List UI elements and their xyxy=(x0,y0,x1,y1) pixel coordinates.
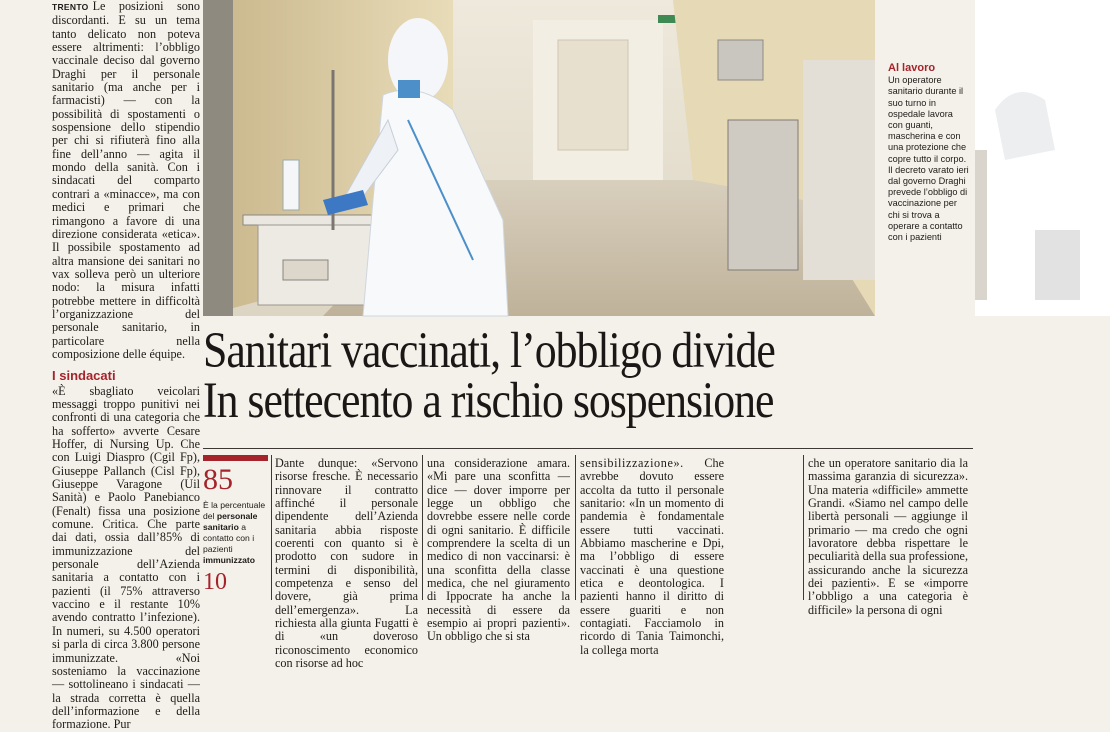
hospital-corridor-photo xyxy=(203,0,875,316)
lead-paragraph xyxy=(52,0,200,361)
dateline: TRENTO xyxy=(52,2,89,12)
stat-desc-bold: immunizzato xyxy=(203,555,256,565)
headline-line-2: In settecento a rischio sospensione xyxy=(203,373,774,429)
stat-desc-text: È la percentuale del xyxy=(203,500,266,521)
headline xyxy=(203,323,865,429)
headline-rule xyxy=(203,448,973,449)
column-rule xyxy=(271,455,272,600)
body-column-4-lead: sensibilizzazione». xyxy=(580,456,684,470)
body-column-3: una considerazione amara. «Mi pare una sconfitta — dice — dover imporre per legge un obbligo che dovrebbe essere nelle corde di ogni sanitario. È difficile comprendere la scelta di un medico di non vaccinarsi: è una sconfitta della classe medica, che nel giuramento di Ippocrate ha anche la necessità di essere da esempio ai propri pazienti». Un obbligo che si sta xyxy=(427,456,570,644)
body-column-2: Dante dunque: «Servono risorse fresche. È necessario rinnovare il contratto affinché il personale dipendente dell’Azienda sanitaria abbia risposte coerenti con quanto si è prodotto con sudore in termini di disponibilità, competenza e senso del dovere, già prima dell’emergenza». La richiesta alla giunta Fugatti è di «un doveroso riconoscimento economico con risorse ad hoc xyxy=(275,456,418,671)
body-column-5: che un operatore sanitario dia la massima garanzia di sicurezza». Una materia «difficile» ammette Grandi. «Siamo nel campo delle libertà personali — aggiunge il primario — ma credo che ogni lavoratore debba rispettare le peculiarità della sua professione, assicurando anche la sicurezza dei pazienti». E se «imporre l’obbligo a una categoria è difficile» la persona di ogni xyxy=(808,456,968,617)
stat-desc-bold: personale sanitario xyxy=(203,511,258,532)
stat-desc-text: a contatto con i pazienti xyxy=(203,522,255,554)
photo-illustration xyxy=(203,0,875,316)
lead-text-continued: «È sbagliato veicolari messaggi troppo punitivi nei confronti di una categoria che ha sofferto» avverte Cesare Hoffer, di Nursing Up. Che con Luigi Diaspro (Cgil Fp), Giuseppe Pallanch (Cisl Fp), Giuseppe Varagone (Uil Sanità) e Paolo Panebianco (Fenalt) fissa una posizione comune. Critica. Che parte dai dati, ossia dall’85% di immunizzazione del personale dell’Azienda sanitaria a contatto con i pazienti (il 75% attraverso vaccino e il restante 10% avendo contratto l’infezione). In numeri, su 4.500 operatori si parla di circa 3.800 persone immunizzate. «Noi sosteniamo la vaccinazione — sottolineano i sindacati — la strada corretta è quella dell’informazione e della formazione. Pur xyxy=(52,383,200,732)
caption-title: Al lavoro xyxy=(888,62,936,74)
stat-box xyxy=(203,455,268,594)
right-margin-photo-strip xyxy=(975,0,1110,316)
photo-caption xyxy=(888,63,970,243)
body-column-4-text: Che avrebbe dovuto essere accolta da tutto il personale sanitario: «In un momento di pandemia è fondamentale essere tutti vaccinati. Abbiamo mascherine e Dpi, ma l’obbligo di essere vaccinati è una questione etica e deontologica. I pazienti hanno il diritto di essere guariti e non contagiati. Facciamolo in ricordo di Tania Taimonchi, la collega morta xyxy=(580,456,724,657)
stat-number: 85 xyxy=(203,463,233,496)
headline-line-1: Sanitari vaccinati, l’obbligo divide xyxy=(203,323,775,379)
section-heading-sindacati: I sindacati xyxy=(52,368,116,384)
stat-number-second: 10 xyxy=(203,569,227,595)
caption-text: Un operatore sanitario durante il suo turno in ospedale lavora con guanti, mascherina e con una protezione che copre tutto il corpo. Il decreto varato ieri dal governo Draghi prevede l’obbligo di vaccinazione per chi si trova a operare a contatto con i pazienti xyxy=(888,75,969,243)
lead-article-column xyxy=(52,0,200,732)
column-rule xyxy=(575,455,576,600)
lead-text: Le posizioni sono discordanti. E su un tema tanto delicato non poteva essere altrimenti: l’obbligo vaccinale deciso dal governo Draghi per il personale sanitario (ma anche per i farmacisti) — con la possibilità di spostamenti o sospensione dello stipendio per chi si rifiuterà fino alla fine dell’anno — agita il mondo della sanità. Con i sindacati del comparto contrari a «minacce», ma con medici e primari che rimangono a favore di una direzione considerata «etica». Il possibile spostamento ad altra mansione dei sanitari no vax solleva però un ulteriore nodo: la misura infatti potrebbe mettere in difficoltà l’organizzazione del personale sanitario, in particolare nella composizione delle équipe. xyxy=(52,0,200,361)
column-rule xyxy=(803,455,804,600)
stat-bar xyxy=(203,455,268,461)
right-strip-illustration xyxy=(975,0,1110,316)
body-column-4 xyxy=(580,456,724,657)
column-rule xyxy=(422,455,423,600)
stat-description xyxy=(203,500,268,566)
